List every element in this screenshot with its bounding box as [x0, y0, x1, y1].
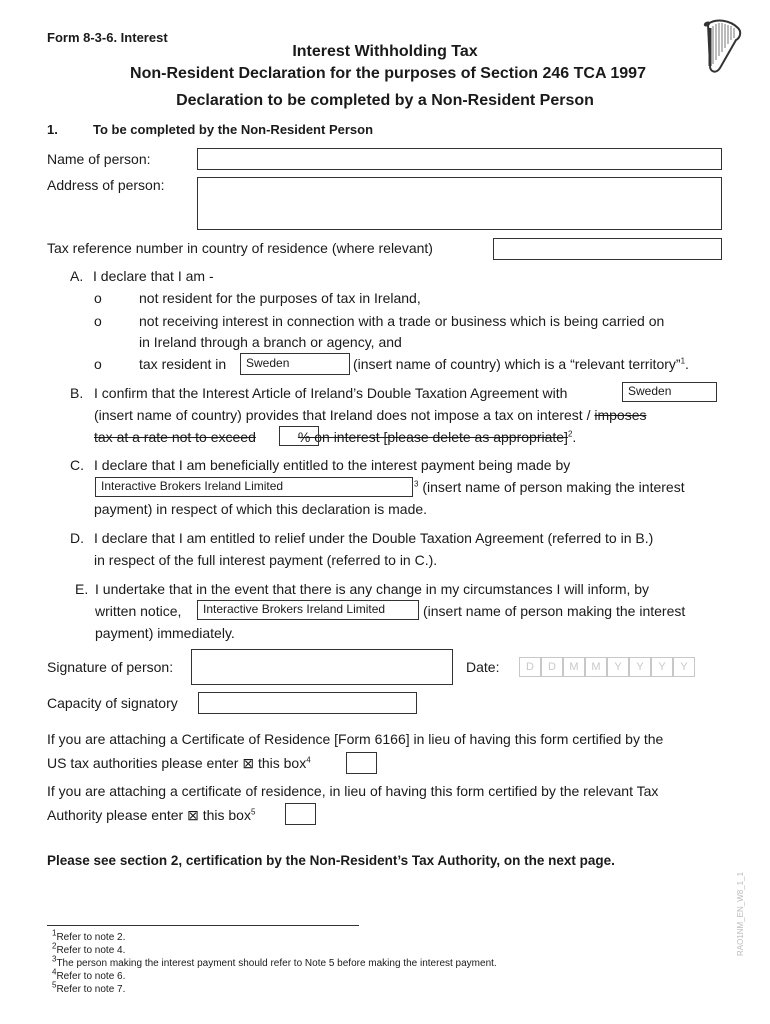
part-a-item-2-line-1: not receiving interest in connection with a trade or business which is being carried on — [139, 313, 665, 329]
beneficial-payer-value: Interactive Brokers Ireland Limited — [101, 479, 284, 493]
signature-label: Signature of person: — [47, 659, 174, 675]
dta-country-value: Sweden — [628, 384, 672, 398]
date-cell-day-1[interactable]: D — [519, 657, 541, 677]
signature-input[interactable] — [191, 649, 453, 685]
part-b-line-2: (insert name of country) provides that Ireland does not impose a tax on interest / imposes — [94, 407, 647, 423]
residence-country-input[interactable] — [240, 353, 350, 375]
us-cert-line-2: US tax authorities please enter ⊠ this box$^4$ — [47, 755, 311, 771]
part-a-intro: I declare that I am - — [93, 268, 214, 284]
residence-country-value: Sweden — [246, 356, 290, 370]
footnote-1: $^1$Refer to note 2. — [52, 928, 126, 943]
date-cell-month-2[interactable]: M — [585, 657, 607, 677]
address-label: Address of person: — [47, 177, 165, 193]
footnote-4: $^4$Refer to note 6. — [52, 967, 126, 982]
part-a-item-3-before: tax resident in — [139, 356, 227, 372]
tax-ref-label: Tax reference number in country of residence (where relevant) — [47, 240, 433, 256]
rate-input[interactable] — [279, 426, 319, 446]
part-c-line-3: payment) in respect of which this declaration is made. — [94, 501, 428, 517]
part-e-letter: E. — [75, 581, 89, 597]
date-cell-year-4[interactable]: Y — [673, 657, 695, 677]
bullet: o — [94, 356, 102, 372]
us-cert-checkbox[interactable] — [346, 752, 377, 774]
form-code: RAO1NM_EN_W8_1_1 — [736, 871, 745, 956]
next-page-note: Please see section 2, certification by the Non-Resident’s Tax Authority, on the next page. — [47, 853, 615, 868]
footnote-divider — [47, 925, 359, 926]
part-b-line-3: tax at a rate not to exceed % on interest [please delete as appropriate]$^2$. — [94, 429, 577, 445]
part-d-letter: D. — [70, 530, 84, 546]
date-label: Date: — [466, 659, 500, 675]
other-cert-checkbox[interactable] — [285, 803, 316, 825]
dta-country-input[interactable] — [622, 382, 717, 402]
part-e-line-1: I undertake that in the event that there is any change in my circumstances I will inform, by — [95, 581, 650, 597]
section-number: 1. — [47, 122, 58, 137]
part-a-item-3-after: (insert name of country) which is a “relevant territory”$^1$. — [353, 356, 689, 372]
date-cell-day-2[interactable]: D — [541, 657, 563, 677]
notice-payer-value: Interactive Brokers Ireland Limited — [203, 602, 386, 616]
part-c-line-1: I declare that I am beneficially entitled to the interest payment being made by — [94, 457, 571, 473]
part-b-letter: B. — [70, 385, 84, 401]
title-line-1: Interest Withholding Tax — [292, 43, 478, 60]
part-b-line-1: I confirm that the Interest Article of Ireland’s Double Taxation Agreement with — [94, 385, 568, 401]
name-input[interactable] — [197, 148, 722, 170]
part-c-letter: C. — [70, 457, 84, 473]
footnote-3: $^3$The person making the interest payment should refer to Note 5 before making the interest payment. — [52, 954, 497, 969]
footnote-2: $^2$Refer to note 4. — [52, 941, 126, 956]
other-cert-line-2: Authority please enter ⊠ this box$^5$ — [47, 807, 256, 823]
footnote-5: $^5$Refer to note 7. — [52, 980, 126, 995]
address-input[interactable] — [197, 177, 722, 230]
capacity-input[interactable] — [198, 692, 417, 714]
form-number: Form 8-3-6. Interest — [47, 30, 168, 45]
capacity-label: Capacity of signatory — [47, 695, 178, 711]
us-cert-line-1: If you are attaching a Certificate of Residence [Form 6166] in lieu of having this form certified by the — [47, 731, 664, 747]
notice-payer-input[interactable] — [197, 600, 419, 620]
part-c-line-2: $^3$ (insert name of person making the interest — [414, 479, 685, 495]
part-d-line-2: in respect of the full interest payment (referred to in C.). — [94, 552, 438, 568]
date-cell-month-1[interactable]: M — [563, 657, 585, 677]
part-e-line-2-after: (insert name of person making the interest — [423, 603, 686, 619]
harp-logo-icon — [700, 18, 744, 76]
tax-ref-input[interactable] — [493, 238, 722, 260]
date-cell-year-1[interactable]: Y — [607, 657, 629, 677]
part-a-item-2-line-2: in Ireland through a branch or agency, and — [139, 334, 402, 350]
name-label: Name of person: — [47, 151, 151, 167]
part-d-line-1: I declare that I am entitled to relief under the Double Taxation Agreement (referred to in B.) — [94, 530, 654, 546]
date-cell-year-3[interactable]: Y — [651, 657, 673, 677]
other-cert-line-1: If you are attaching a certificate of residence, in lieu of having this form certified by the relevant Tax — [47, 783, 659, 799]
part-e-line-2-before: written notice, — [95, 603, 182, 619]
beneficial-payer-input[interactable] — [95, 477, 413, 497]
part-e-line-3: payment) immediately. — [95, 625, 235, 641]
bullet: o — [94, 313, 102, 329]
part-a-item-1: not resident for the purposes of tax in Ireland, — [139, 290, 421, 306]
section-heading: To be completed by the Non-Resident Person — [93, 122, 374, 137]
title-line-3: Declaration to be completed by a Non-Resident Person — [176, 92, 594, 109]
title-line-2: Non-Resident Declaration for the purposes of Section 246 TCA 1997 — [130, 65, 646, 82]
bullet: o — [94, 290, 102, 306]
date-cell-year-2[interactable]: Y — [629, 657, 651, 677]
part-a-letter: A. — [70, 268, 84, 284]
